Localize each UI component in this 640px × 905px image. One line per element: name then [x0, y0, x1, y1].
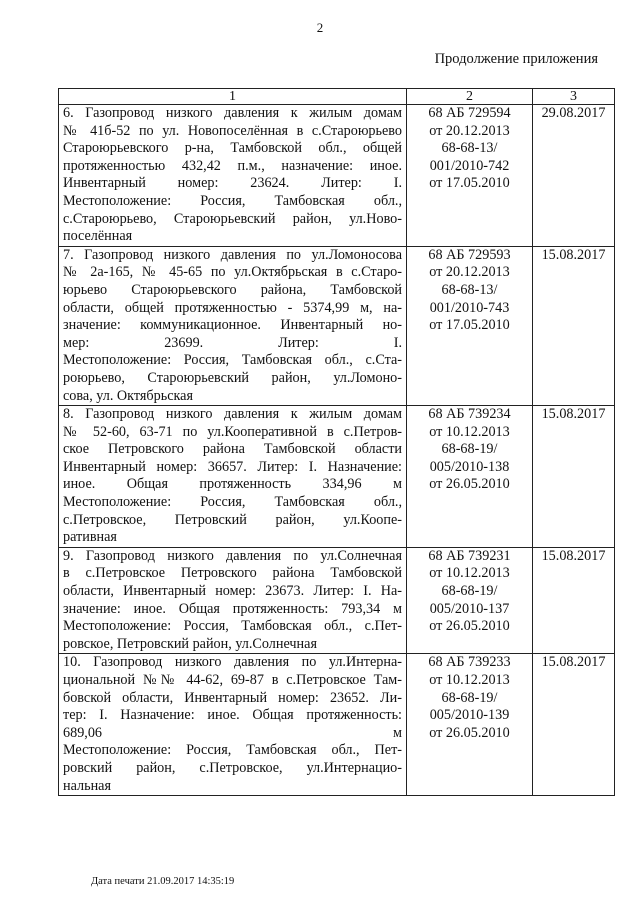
description-line: протяженностью 432,42 п.м., назначение: иное. [63, 157, 402, 174]
registration-line: 68 АБ 739231 [428, 547, 511, 564]
description-line: с.Староюрьево, Староюрьевский район, ул.Ново- [63, 210, 402, 227]
registration-line: от 26.05.2010 [429, 476, 510, 493]
header-cell-1: 1 [59, 89, 407, 105]
description-line: 689,06 м [63, 724, 402, 741]
description-line: Местоположение: Россия, Тамбовская обл., [63, 192, 402, 209]
registration-line: 005/2010-137 [429, 600, 510, 617]
date-cell: 29.08.2017 [533, 105, 615, 247]
registration-line: 001/2010-743 [429, 299, 510, 316]
registration-line: от 17.05.2010 [429, 175, 510, 192]
description-line: Староюрьевского р-на, Тамбовской обл., общей [63, 140, 402, 157]
registration-cell [407, 406, 533, 548]
registration-line: от 17.05.2010 [429, 317, 510, 334]
description-line: ровский район, с.Петровское, ул.Интернацио- [63, 759, 402, 776]
description-line: 8. Газопровод низкого давления к жилым домам [63, 406, 402, 423]
registration-line: 68 АБ 729594 [428, 105, 511, 121]
registration-line: от 20.12.2013 [429, 264, 510, 281]
object-description-cell [59, 246, 407, 405]
object-description-cell [59, 547, 407, 654]
description-line: № 52-60, 63-71 по ул.Кооперативной в с.Петров- [63, 423, 402, 440]
registration-cell [407, 654, 533, 796]
description-line: Инвентарный номер: 36657. Литер: I. Назначение: [63, 458, 402, 475]
description-line: тер: I. Назначение: иное. Общая протяженность: [63, 707, 402, 724]
description-line: 9. Газопровод низкого давления по ул.Солнечная [63, 547, 402, 564]
description-line: 10. Газопровод низкого давления по ул.Интерна- [63, 654, 402, 671]
page-number: 2 [316, 20, 324, 35]
description-line: 7. Газопровод низкого давления по ул.Ломоносова [63, 246, 402, 263]
object-description-cell [59, 406, 407, 548]
registration-line: от 26.05.2010 [429, 724, 510, 741]
header-cell-3: 3 [533, 89, 615, 105]
description-line: ровское, Петровский район, ул.Солнечная [63, 635, 317, 652]
registration-cell [407, 547, 533, 654]
registration-line: 68-68-19/ [441, 441, 498, 458]
description-line: юрьево Староюрьевского района, Тамбовской [63, 281, 402, 298]
registration-line: 005/2010-139 [429, 707, 510, 724]
description-line: Инвентарный номер: 23624. Литер: I. [63, 175, 402, 192]
registration-cell [407, 246, 533, 405]
registration-line: от 26.05.2010 [429, 618, 510, 635]
description-line: № 41б-52 по ул. Новопоселённая в с.Староюрьево [63, 122, 402, 139]
description-line: 6. Газопровод низкого давления к жилым домам [63, 105, 402, 121]
description-line: в с.Петровское Петровского района Тамбовской [63, 565, 402, 582]
registration-line: 68-68-13/ [441, 140, 498, 157]
description-line: Местоположение: Россия, Тамбовская обл., [63, 494, 402, 511]
header-row [59, 89, 615, 105]
registration-line: 68 АБ 739233 [428, 654, 511, 671]
registration-line: 68-68-19/ [441, 583, 498, 600]
print-date: Дата печати 21.09.2017 14:35:19 [91, 876, 235, 887]
description-line: Местоположение: Россия, Тамбовская обл., с.Пет- [63, 618, 402, 635]
table-row [59, 547, 615, 654]
date-cell: 15.08.2017 [533, 246, 615, 405]
object-description-cell [59, 105, 407, 247]
description-line: ское Петровского района Тамбовской области [63, 441, 402, 458]
description-line: бовской области, Инвентарный номер: 23652. Ли- [63, 689, 402, 706]
registration-line: от 20.12.2013 [429, 122, 510, 139]
registration-line: 68 АБ 739234 [428, 406, 511, 423]
date-cell: 15.08.2017 [533, 654, 615, 796]
object-description-cell [59, 654, 407, 796]
description-line: области, общей протяженностью - 5374,99 м, на- [63, 299, 402, 316]
description-line: Местоположение: Россия, Тамбовская обл., с.Ста- [63, 352, 402, 369]
description-line: мер: 23699. Литер: I. [63, 334, 402, 351]
registration-line: 68-68-13/ [441, 281, 498, 298]
description-line: роюрьево, Староюрьевский район, ул.Ломоно- [63, 369, 402, 386]
registration-line: 005/2010-138 [429, 458, 510, 475]
description-line: поселённая [63, 228, 133, 245]
registration-line: от 10.12.2013 [429, 672, 510, 688]
registration-line: 001/2010-742 [429, 157, 510, 174]
registration-line: 68-68-19/ [441, 689, 498, 706]
table-row [59, 406, 615, 548]
table-row [59, 246, 615, 405]
header-cell-2: 2 [407, 89, 533, 105]
continuation-label: Продолжение приложения [434, 51, 598, 67]
description-line: № 2а-165, № 45-65 по ул.Октябрьская в с.Старо- [63, 264, 402, 281]
description-line: иное. Общая протяженность 334,96 м [63, 476, 402, 493]
registration-cell [407, 105, 533, 247]
description-line: области, Инвентарный номер: 23673. Литер: I. На- [63, 583, 402, 600]
table-row [59, 105, 615, 247]
description-line: нальная [63, 777, 111, 794]
description-line: с.Петровское, Петровский район, ул.Коопе- [63, 511, 402, 528]
description-line: циональной №№ 44-62, 69-87 в с.Петровское Там- [63, 672, 402, 688]
registration-line: 68 АБ 729593 [428, 246, 511, 263]
annex-table [58, 88, 615, 796]
description-line: Местоположение: Россия, Тамбовская обл., Пет- [63, 742, 402, 759]
date-cell: 15.08.2017 [533, 547, 615, 654]
date-cell: 15.08.2017 [533, 406, 615, 548]
description-line: ративная [63, 529, 117, 546]
registration-line: от 10.12.2013 [429, 423, 510, 440]
description-line: сова, ул. Октябрьская [63, 387, 194, 404]
description-line: значение: иное. Общая протяженность: 793,34 м [63, 600, 402, 617]
description-line: значение: коммуникационное. Инвентарный но- [63, 317, 402, 334]
registration-line: от 10.12.2013 [429, 565, 510, 582]
table-row [59, 654, 615, 796]
